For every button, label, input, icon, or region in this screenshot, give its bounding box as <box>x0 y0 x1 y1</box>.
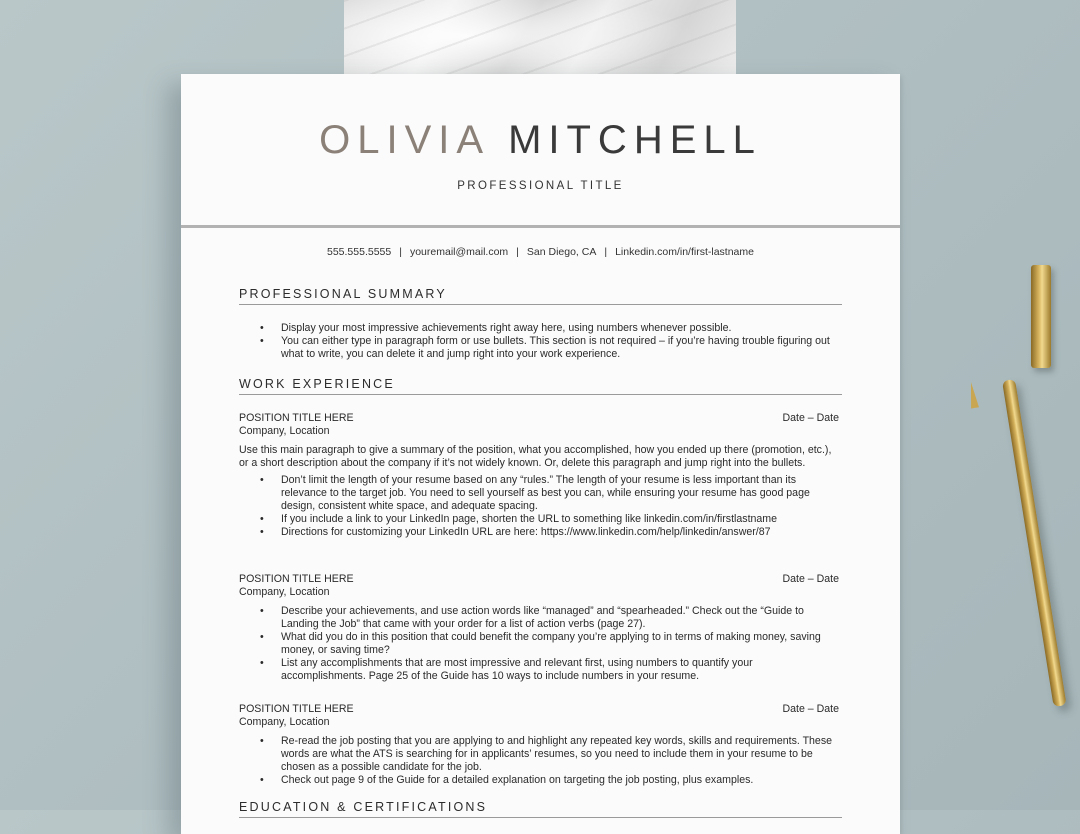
job-entry-1 <box>239 412 839 539</box>
candidate-name <box>181 118 900 163</box>
pen-tip <box>967 382 979 409</box>
email: youremail@mail.com <box>409 246 509 258</box>
list-item: • Directions for customizing your LinkedIn URL are here: https://www.linkedin.com/help/linkedin/answer/87 <box>281 526 839 539</box>
summary-section <box>239 322 839 361</box>
separator: | <box>516 246 519 258</box>
list-item: • What did you do in this position that could benefit the company you’re applying to in terms of making money, saving money, or saving time? <box>281 631 839 657</box>
list-item: • Check out page 9 of the Guide for a detailed explanation on targeting the job posting, plus examples. <box>281 774 839 787</box>
job-company: Company, Location <box>239 586 330 598</box>
job-title: POSITION TITLE HERE <box>239 573 354 585</box>
last-name: MITCHELL <box>508 118 762 162</box>
job-dates: Date – Date <box>782 703 839 715</box>
work-heading: WORK EXPERIENCE <box>239 377 842 395</box>
job-entry-3 <box>239 703 839 787</box>
job-summary: Use this main paragraph to give a summary of the position, what you accomplished, how you ended up there (promotion, etc.), or a short description about the company if it’s not widely known. Or, delete this paragraph and jump right into the bullets. <box>239 444 832 469</box>
list-item: • Don’t limit the length of your resume based on any “rules.” The length of your resume is less important than its relevance to the target job. You need to sell yourself as best you can, while ensuring your resume has good page design, consistent white space, and adequate spacing. <box>281 474 839 513</box>
professional-title: PROFESSIONAL TITLE <box>457 180 624 192</box>
education-heading: EDUCATION & CERTIFICATIONS <box>239 800 842 818</box>
job-company: Company, Location <box>239 425 330 437</box>
job-title: POSITION TITLE HERE <box>239 412 354 424</box>
job-entry-2 <box>239 573 839 683</box>
resume-page <box>181 74 900 834</box>
linkedin-url: Linkedin.com/in/first-lastname <box>615 246 754 258</box>
list-item: • Re-read the job posting that you are applying to and highlight any repeated key words, skills and requirements. These words are what the ATS is searching for in applicants’ resumes, so you need to include them in your resume to be chosen as a possible candidate for the job. <box>281 735 839 774</box>
list-item: • You can either type in paragraph form or use bullets. This section is not required – if you’re having trouble figuring out what to write, you can delete it and jump right into your work experience. <box>281 335 839 361</box>
pen-cap <box>1031 265 1051 368</box>
list-item: • If you include a link to your LinkedIn page, shorten the URL to something like linkedin.com/in/firstlastname <box>281 513 839 526</box>
job-dates: Date – Date <box>782 412 839 424</box>
list-item: • Display your most impressive achievements right away here, using numbers whenever possible. <box>281 322 839 335</box>
separator: | <box>399 246 402 258</box>
phone: 555.555.5555 <box>327 246 392 258</box>
job-title: POSITION TITLE HERE <box>239 703 354 715</box>
list-item: • Describe your achievements, and use action words like “managed” and “spearheaded.” Check out the “Guide to Landing the Job” that came with your order for a list of action verbs (page 27). <box>281 605 839 631</box>
job-company: Company, Location <box>239 716 330 728</box>
pen-body <box>1002 379 1066 707</box>
list-item: • List any accomplishments that are most impressive and relevant first, using numbers to quantify your accomplishments. Page 25 of the Guide has 10 ways to include numbers in your resume. <box>281 657 839 683</box>
separator: | <box>604 246 608 258</box>
summary-heading: PROFESSIONAL SUMMARY <box>239 287 842 305</box>
location: San Diego, CA <box>526 246 597 258</box>
contact-line <box>181 246 900 258</box>
header-divider <box>181 225 900 228</box>
job-dates: Date – Date <box>782 573 839 585</box>
first-name: OLIVIA <box>319 118 491 162</box>
